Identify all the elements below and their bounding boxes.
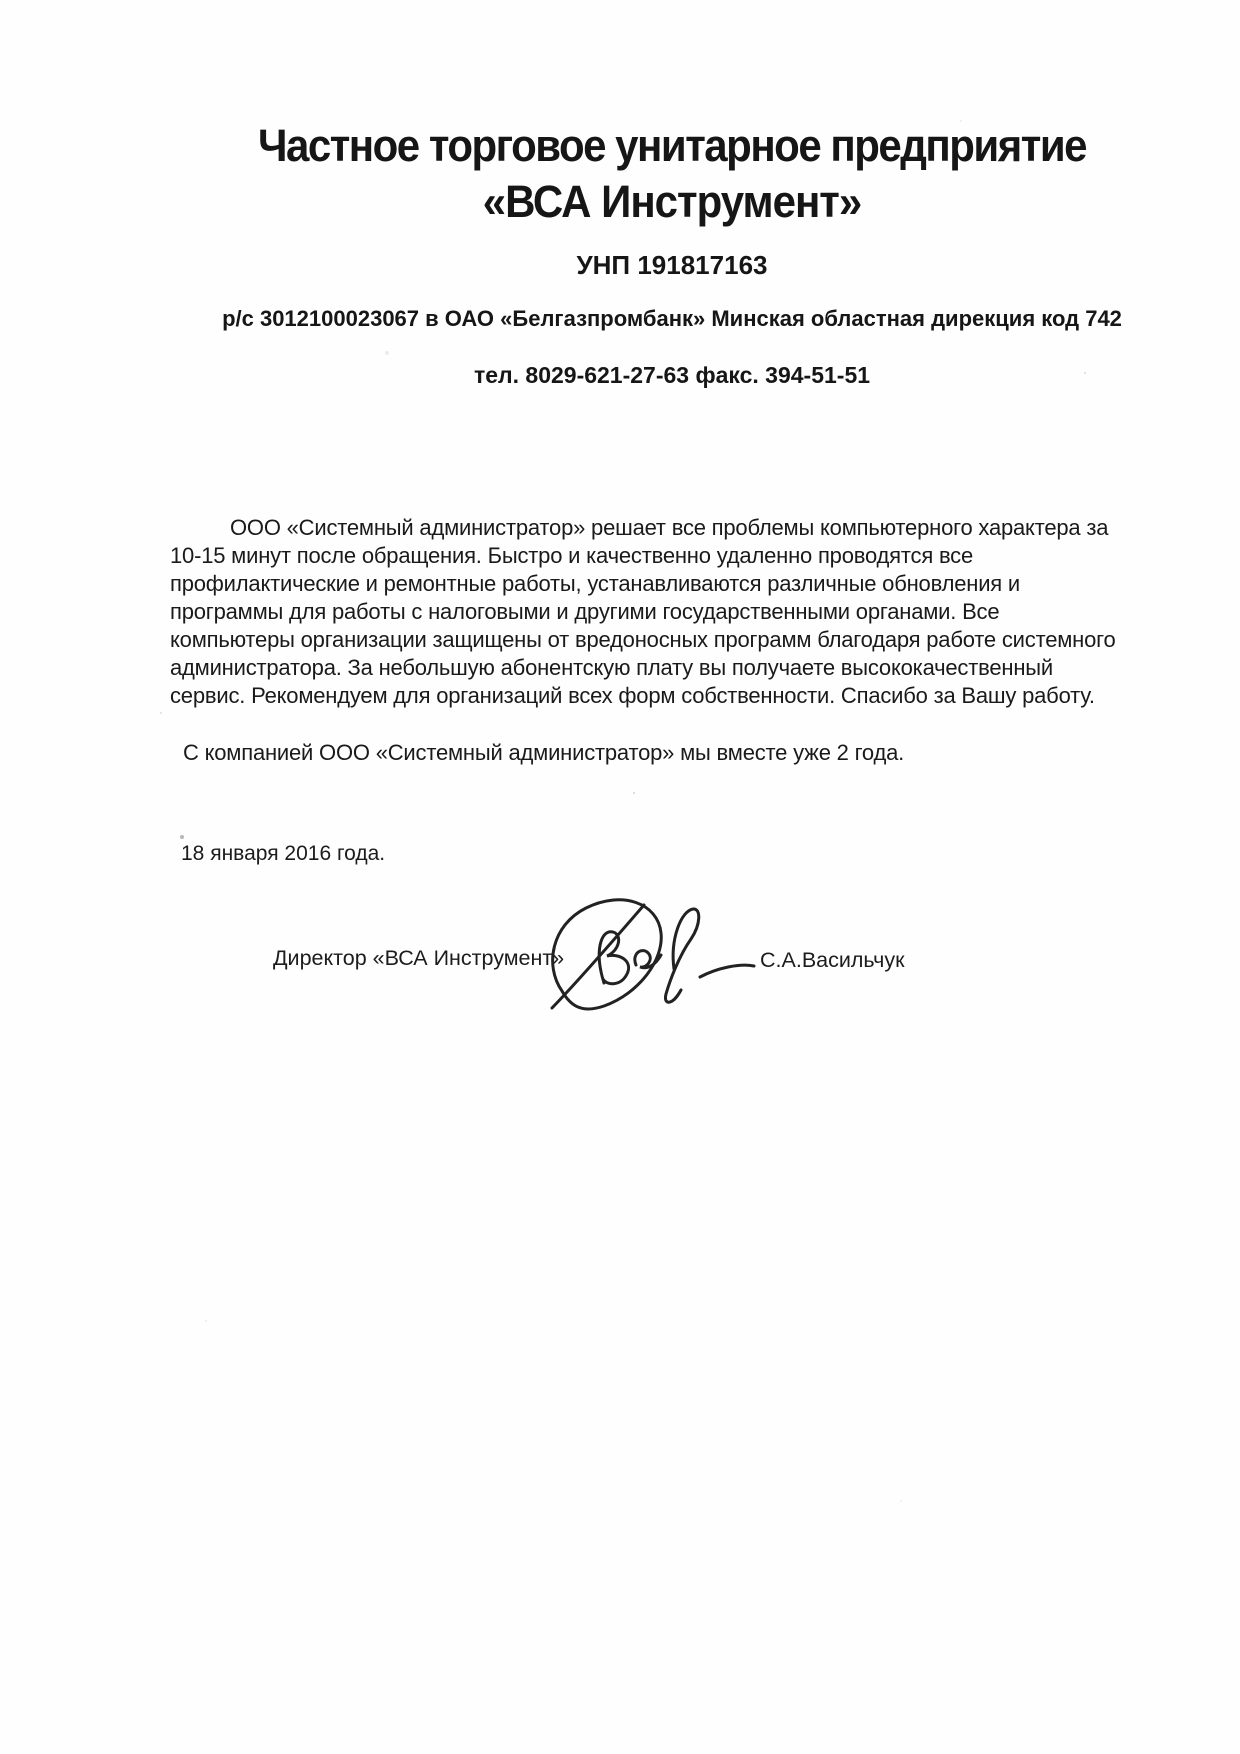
paragraph-line: профилактические и ремонтные работы, устанавливаются различные обновления и [170,571,1020,596]
scan-noise-speckles [0,0,2,2]
signature-ink [540,893,765,1017]
paragraph-line: администратора. За небольшую абонентскую плату вы получаете высококачественный [170,655,1053,680]
company-title-line2: «ВСА Инструмент» [482,176,862,227]
unp-line: УНП 191817163 [576,250,768,280]
paragraph-line: 10-15 минут после обращения. Быстро и качественно удаленно проводятся все [170,543,974,568]
closing-line: С компанией ООО «Системный администратор» мы вместе уже 2 года. [183,740,905,765]
paragraph-line: компьютеры организации защищены от вредоносных программ благодаря работе системного [170,627,1116,652]
body-paragraph [170,514,1230,710]
paragraph-line: программы для работы с налоговыми и другими государственными органами. Все [170,599,1000,624]
date-line: 18 января 2016 года. [181,842,386,865]
signer-name: С.А.Васильчук [760,948,905,972]
phone-line: тел. 8029-621-27-63 факс. 394-51-51 [473,362,871,388]
director-label: Директор «ВСА Инструмент» [273,946,565,970]
paragraph-line: ООО «Системный администратор» решает все проблемы компьютерного характера за [230,515,1109,540]
bank-account-line: р/с 3012100023067 в ОАО «Белгазпромбанк» Минская областная дирекция код 742 [222,306,1122,331]
paragraph-line: сервис. Рекомендуем для организаций всех форм собственности. Спасибо за Вашу работу. [170,683,1095,708]
company-title-line1: Частное торговое унитарное предприятие [257,120,1087,171]
